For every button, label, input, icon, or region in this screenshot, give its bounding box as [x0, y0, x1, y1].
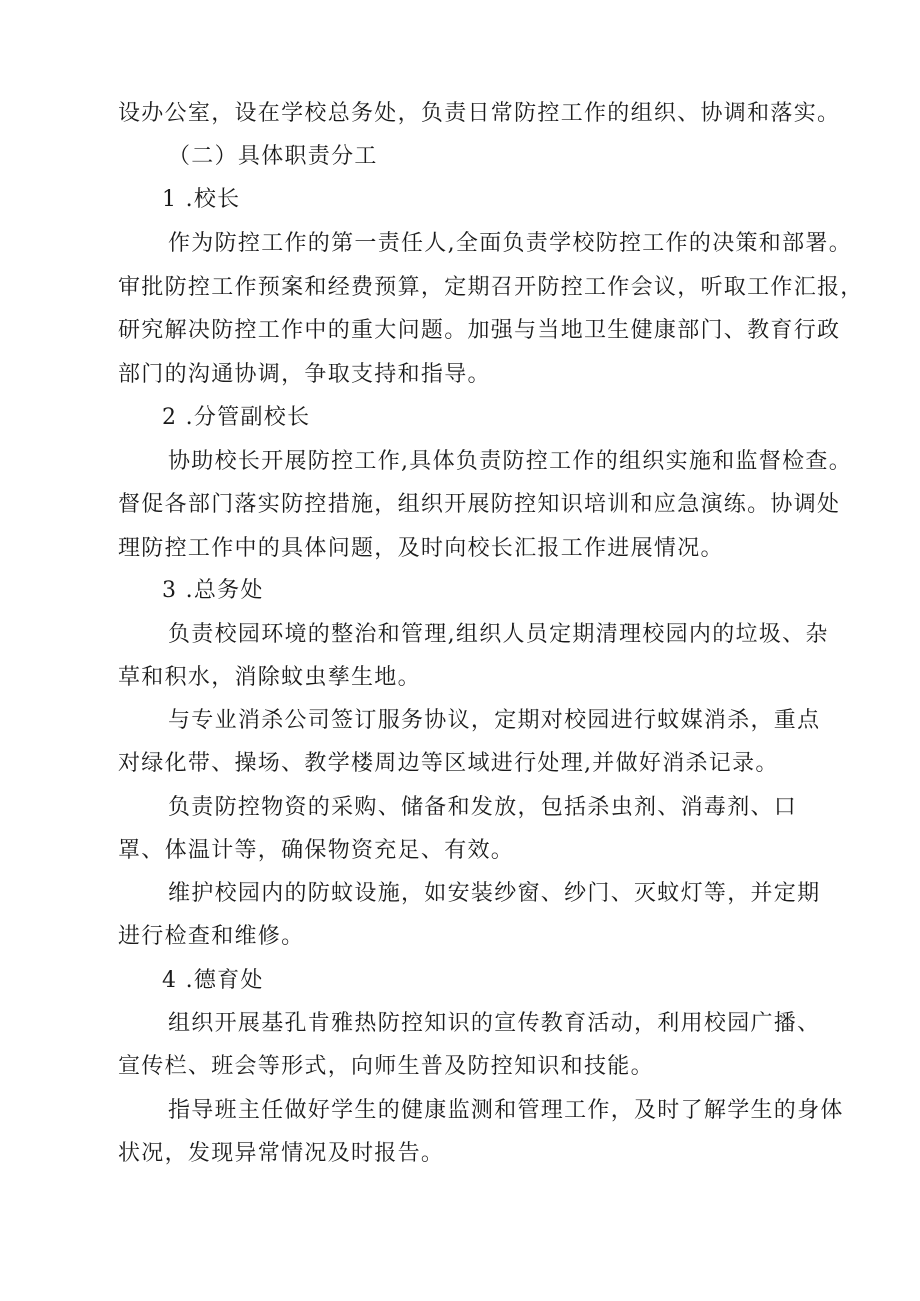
- section-heading: （二）具体职责分工: [168, 144, 378, 169]
- paragraph-line: 维护校园内的防蚊设施，如安装纱窗、纱门、灭蚊灯等，并定期: [168, 881, 821, 906]
- paragraph-line: 负责防控物资的采购、储备和发放，包括杀虫剂、消毒剂、口: [168, 795, 798, 820]
- subsection-heading-vice-principal: 2 .分管副校长: [162, 405, 311, 430]
- paragraph-line: 草和积水，消除蚊虫孳生地。: [118, 665, 421, 690]
- subsection-heading-principal: 1 .校长: [162, 187, 241, 212]
- paragraph-line: 对绿化带、操场、教学楼周边等区域进行处理,并做好消杀记录。: [118, 751, 779, 776]
- paragraph-line: 指导班主任做好学生的健康监测和管理工作，及时了解学生的身体: [168, 1098, 844, 1123]
- subsection-heading-moral-education: 4 .德育处: [162, 968, 264, 993]
- paragraph-line: 罩、体温计等，确保物资充足、有效。: [118, 838, 515, 863]
- paragraph-line: 组织开展基孔肯雅热防控知识的宣传教育活动，利用校园广播、: [168, 1011, 821, 1036]
- paragraph-line: 督促各部门落实防控措施，组织开展防控知识培训和应急演练。协调处: [118, 492, 841, 517]
- paragraph-line: 作为防控工作的第一责任人,全面负责学校防控工作的决策和部署。: [168, 231, 852, 256]
- paragraph-line: 审批防控工作预案和经费预算，定期召开防控工作会议，听取工作汇报，: [118, 275, 864, 300]
- paragraph-line: 与专业消杀公司签订服务协议，定期对校园进行蚊媒消杀，重点: [168, 708, 821, 733]
- paragraph-line: 状况，发现异常情况及时报告。: [118, 1141, 445, 1166]
- paragraph-line: 研究解决防控工作中的重大问题。加强与当地卫生健康部门、教育行政: [118, 318, 841, 343]
- paragraph-line: 负责校园环境的整治和管理,组织人员定期清理校园内的垃圾、杂: [168, 622, 829, 647]
- paragraph-line: 宣传栏、班会等形式，向师生普及防控知识和技能。: [118, 1054, 654, 1079]
- paragraph-line: 进行检查和维修。: [118, 924, 305, 949]
- paragraph-line: 部门的沟通协调，争取支持和指导。: [118, 362, 491, 387]
- paragraph-line: 协助校长开展防控工作,具体负责防控工作的组织实施和监督检查。: [168, 449, 852, 474]
- paragraph-line: 设办公室，设在学校总务处，负责日常防控工作的组织、协调和落实。: [118, 101, 841, 126]
- paragraph-line: 理防控工作中的具体问题，及时向校长汇报工作进展情况。: [118, 536, 724, 561]
- subsection-heading-general-affairs: 3 .总务处: [162, 578, 264, 603]
